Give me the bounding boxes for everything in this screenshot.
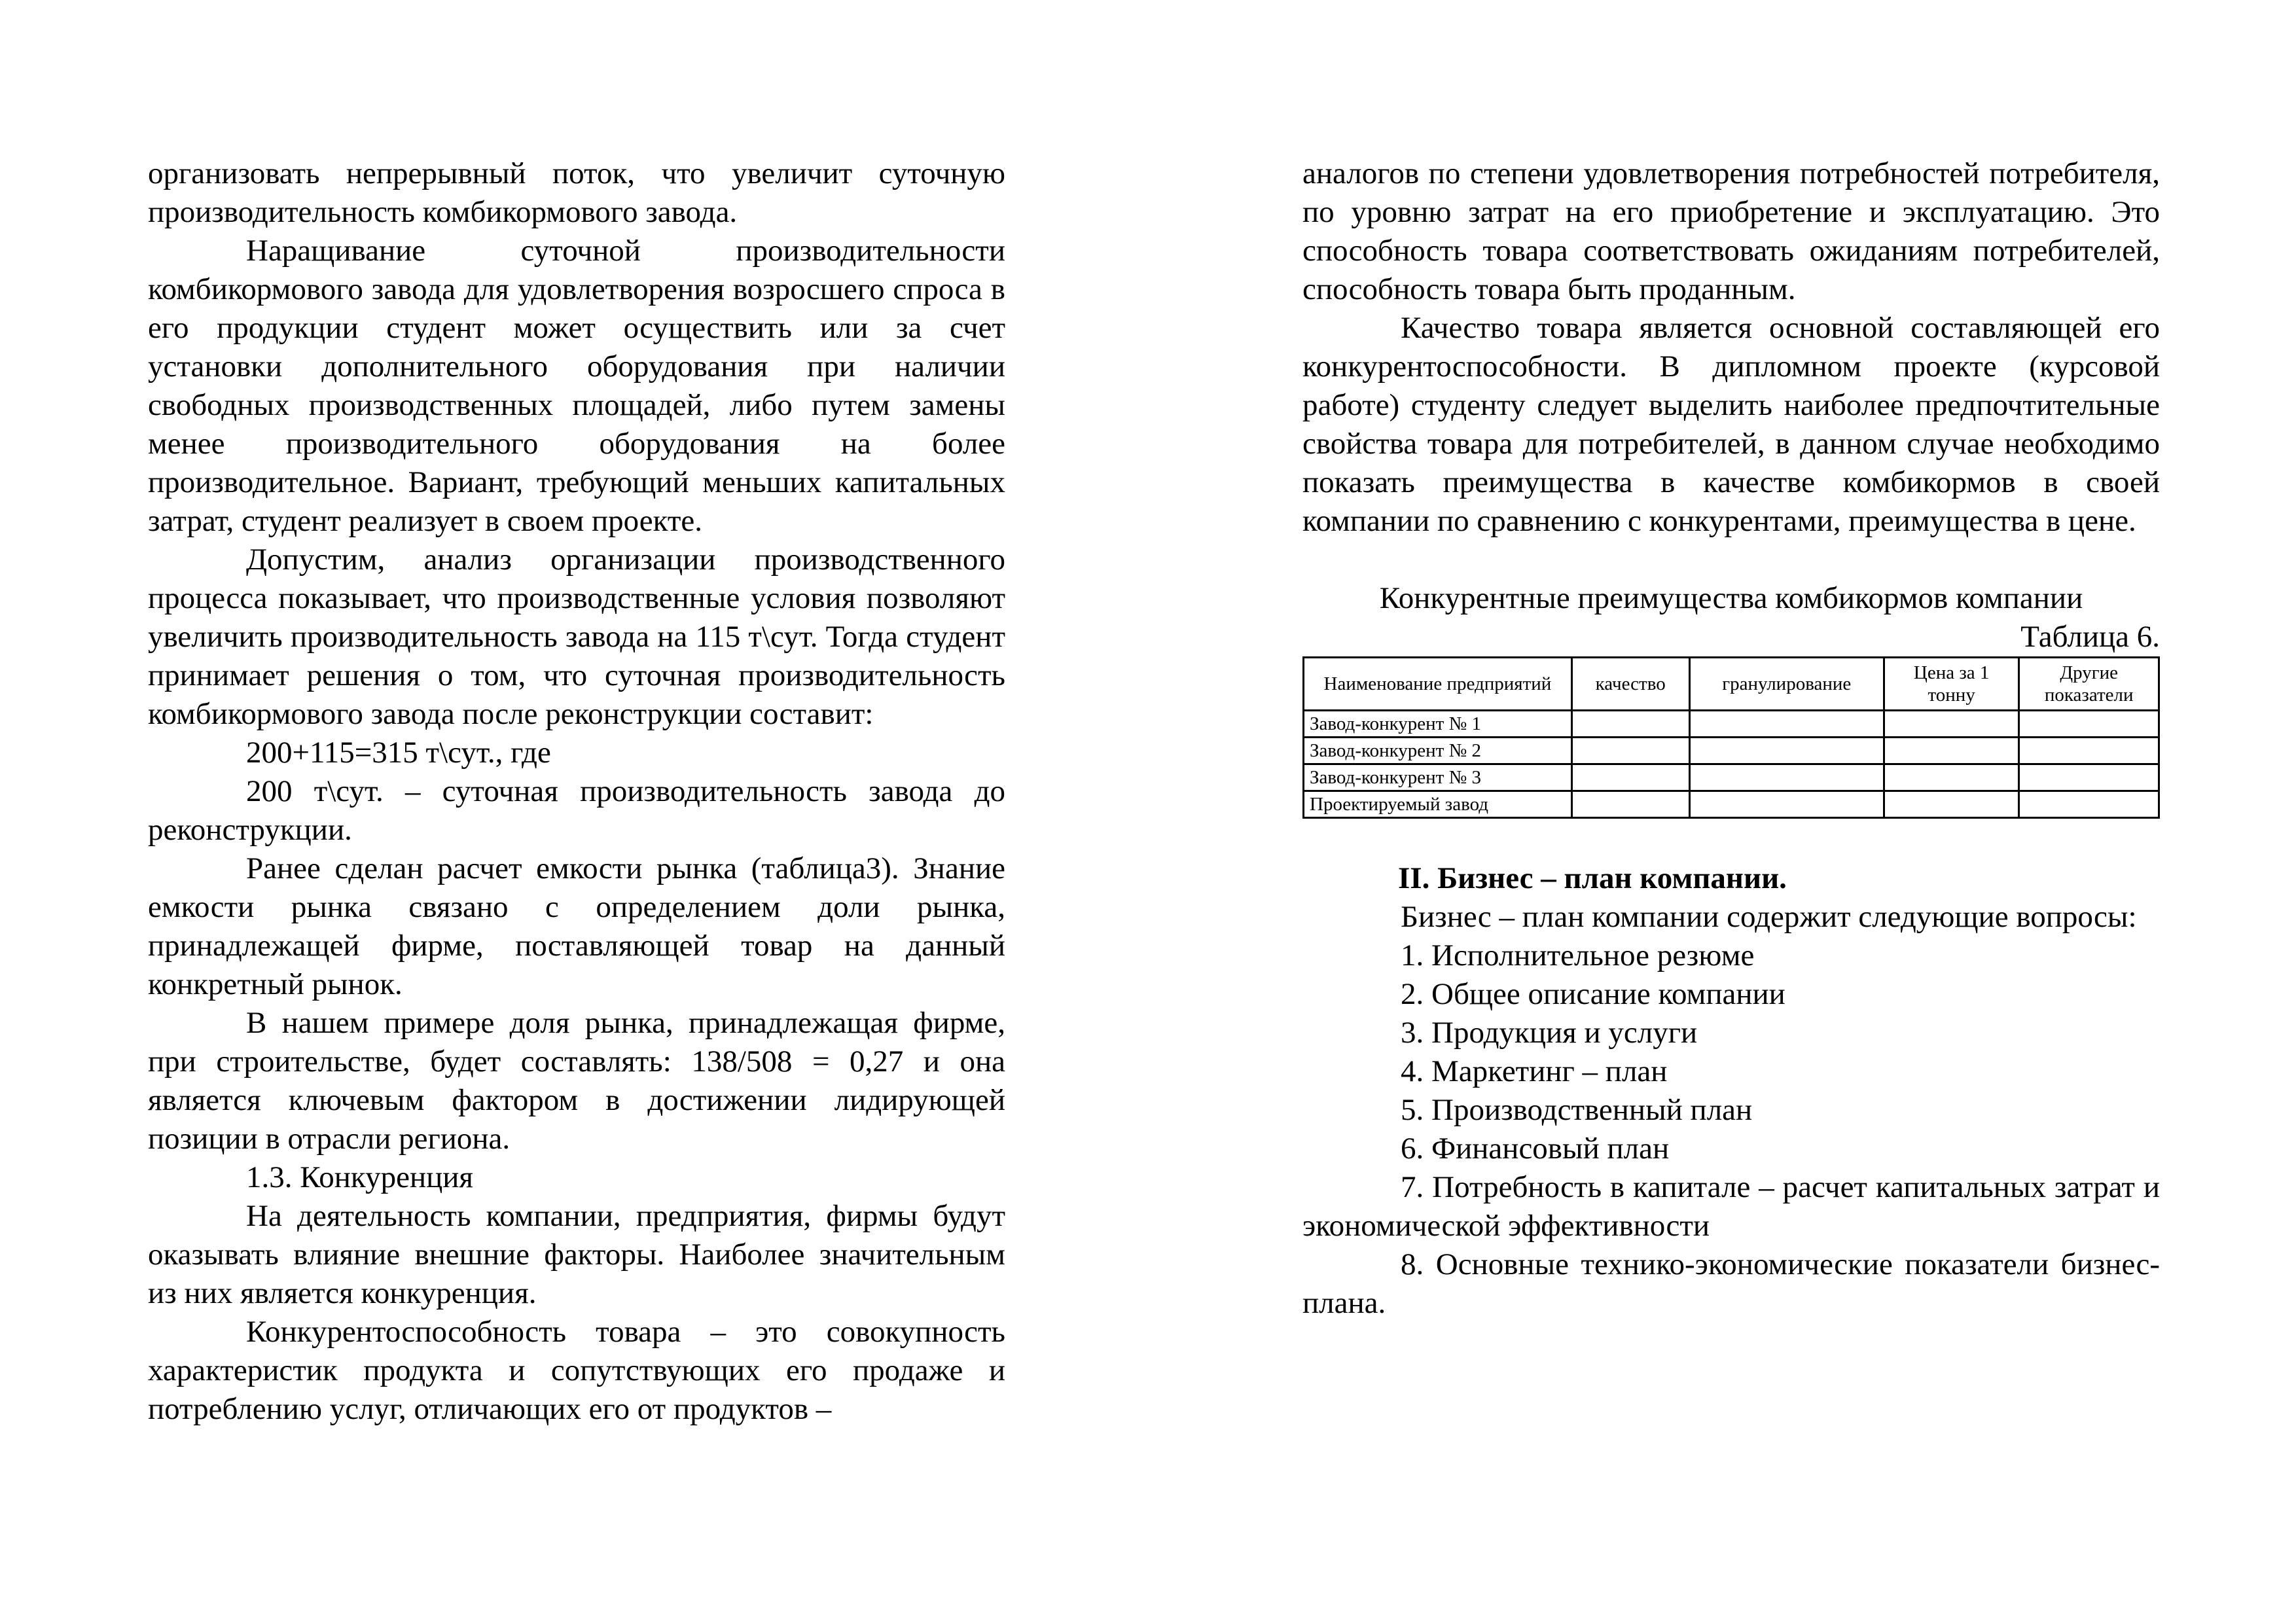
list-item: 1. Исполнительное резюме xyxy=(1401,938,1755,972)
table-header-row xyxy=(1304,658,2159,711)
table-cell xyxy=(1571,791,1689,818)
paragraph: Конкурентоспособность товара – это совокупность характеристик продукта и сопутствующих его продаже и потреблению услуг, отличающих его от продуктов – xyxy=(148,1315,1005,1426)
header-cell: гранулирование xyxy=(1689,658,1884,711)
paragraph: В нашем примере доля рынка, принадлежащая фирме, при строительстве, будет составлять: 138/508 = 0,27 и она является ключевым фактором в достижении лидирующей позиции в отрасли региона. xyxy=(148,1006,1005,1156)
table-cell xyxy=(1571,738,1689,764)
paragraph: 200 т\сут. – суточная производительность завода до реконструкции. xyxy=(148,774,1005,847)
paragraph: Допустим, анализ организации производственного процесса показывает, что производственные условия позволяют увеличить производительность завода на 115 т\сут. Тогда студент принимает решения о том, что суточная производительность комбикормового завода после реконструкции составит: xyxy=(148,543,1005,731)
table-cell xyxy=(1884,764,2019,791)
header-cell: Цена за 1 тонну xyxy=(1884,658,2019,711)
table-caption: Конкурентные преимущества комбикормов компании xyxy=(1379,581,2083,615)
header-cell: Наименование предприятий xyxy=(1304,658,1572,711)
paragraph: Бизнес – план компании содержит следующие вопросы: xyxy=(1401,900,2137,934)
table-cell xyxy=(1884,711,2019,738)
section-heading: II. Бизнес – план компании. xyxy=(1398,861,1787,895)
row-name-cell: Проектируемый завод xyxy=(1304,791,1572,818)
table-cell xyxy=(2019,791,2159,818)
list-item: 6. Финансовый план xyxy=(1401,1132,1670,1166)
table-row xyxy=(1304,738,2159,764)
table-row xyxy=(1304,711,2159,738)
table-cell xyxy=(1689,711,1884,738)
row-name-cell: Завод-конкурент № 2 xyxy=(1304,738,1572,764)
table-number: Таблица 6. xyxy=(2020,620,2160,654)
table-cell xyxy=(1884,738,2019,764)
header-cell: качество xyxy=(1571,658,1689,711)
table-cell xyxy=(2019,738,2159,764)
table-cell xyxy=(1689,791,1884,818)
paragraph: аналогов по степени удовлетворения потребностей потребителя, по уровню затрат на его приобретение и эксплуатацию. Это способность товара соответствовать ожиданиям потребителей, способность товара быть проданным. xyxy=(1302,156,2160,306)
table-cell xyxy=(1571,711,1689,738)
row-name-cell: Завод-конкурент № 3 xyxy=(1304,764,1572,791)
list-item: 7. Потребность в капитале – расчет капитальных затрат и экономической эффективности xyxy=(1302,1170,2160,1243)
paragraph: Наращивание суточной производительности комбикормового завода для удовлетворения возросшего спроса в его продукции студент может осуществить или за счет установки дополнительного оборудования при наличии свободных производственных площадей, либо путем замены менее производительного оборудования на более производительное. Вариант, требующий меньших капитальных затрат, студент реализует в своем проекте. xyxy=(148,234,1005,538)
table-row xyxy=(1304,791,2159,818)
list-item: 3. Продукция и услуги xyxy=(1401,1016,1698,1050)
table-cell xyxy=(1571,764,1689,791)
paragraph: Качество товара является основной составляющей его конкурентоспособности. В дипломном проекте (курсовой работе) студенту следует выделить наиболее предпочтительные свойства товара для потребителей, в данном случае необходимо показать преимущества в качестве комбикормов в своей компании по сравнению с конкурентами, преимущества в цене. xyxy=(1302,311,2160,538)
list-item: 8. Основные технико-экономические показатели бизнес-плана. xyxy=(1302,1247,2160,1320)
table-cell xyxy=(2019,764,2159,791)
list-item: 5. Производственный план xyxy=(1401,1093,1753,1127)
table-cell xyxy=(1884,791,2019,818)
list-item: 4. Маркетинг – план xyxy=(1401,1054,1668,1088)
paragraph: организовать непрерывный поток, что увеличит суточную производительность комбикормового завода. xyxy=(148,156,1005,229)
subsection-heading: 1.3. Конкуренция xyxy=(246,1160,474,1194)
right-page-column xyxy=(1302,154,2160,1323)
row-name-cell: Завод-конкурент № 1 xyxy=(1304,711,1572,738)
list-item: 2. Общее описание компании xyxy=(1401,977,1785,1011)
table-row xyxy=(1304,764,2159,791)
paragraph: На деятельность компании, предприятия, фирмы будут оказывать влияние внешние факторы. Наиболее значительным из них является конкуренция. xyxy=(148,1199,1005,1310)
competitive-advantages-table xyxy=(1302,656,2160,819)
table-cell xyxy=(2019,711,2159,738)
left-page-column xyxy=(148,154,1005,1429)
table-cell xyxy=(1689,764,1884,791)
header-cell: Другие показатели xyxy=(2019,658,2159,711)
table-cell xyxy=(1689,738,1884,764)
formula-line: 200+115=315 т\сут., где xyxy=(246,736,551,770)
paragraph: Ранее сделан расчет емкости рынка (таблица3). Знание емкости рынка связано с определением доли рынка, принадлежащей фирме, поставляющей товар на данный конкретный рынок. xyxy=(148,851,1005,1001)
